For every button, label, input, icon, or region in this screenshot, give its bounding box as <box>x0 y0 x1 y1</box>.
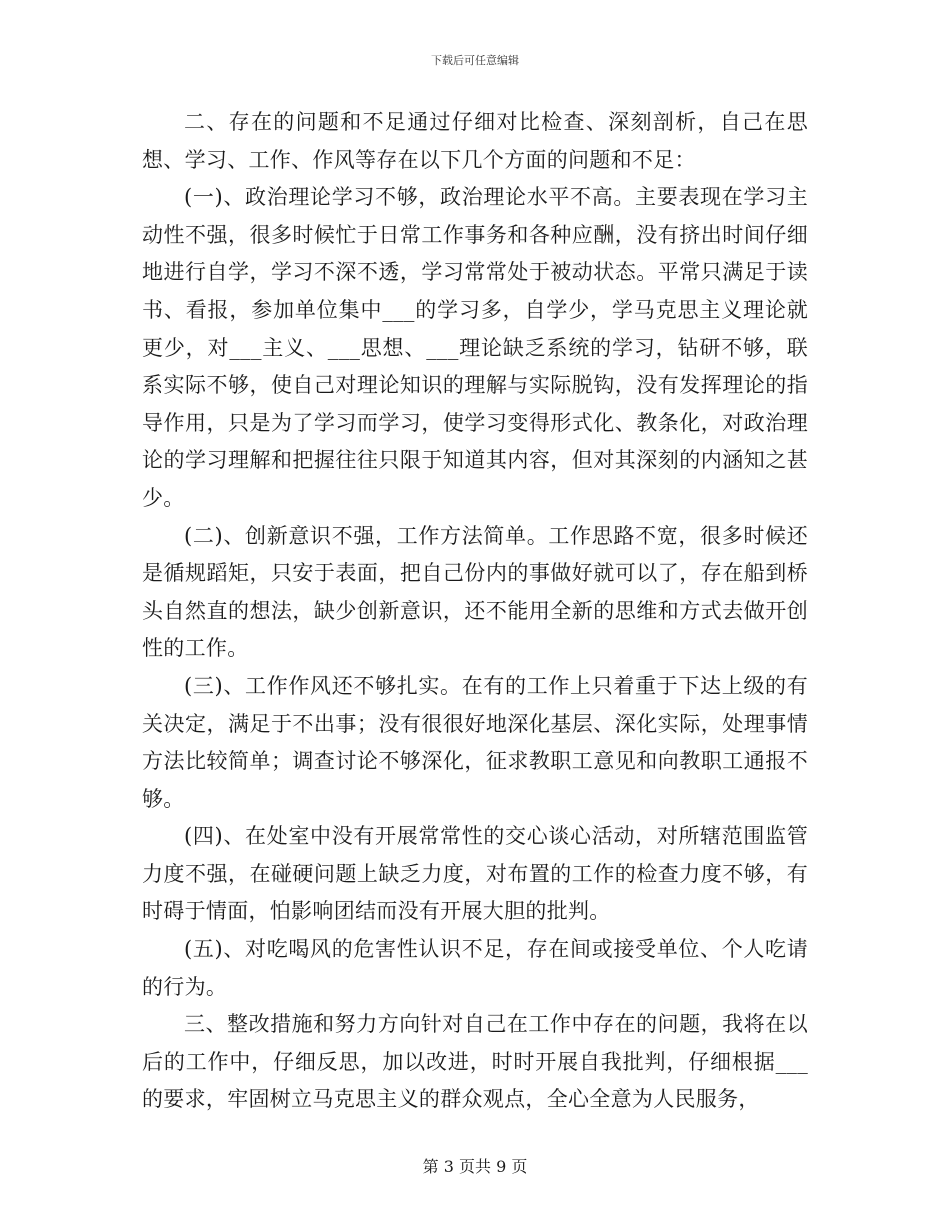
page-header: 下载后可任意编辑 <box>431 54 519 67</box>
paragraph-problem-2: (二)、创新意识不强，工作方法简单。工作思路不宽，很多时候还是循规蹈矩，只安于表面，把自己份内的事做好就可以了，存在船到桥头自然直的想法，缺少创新意识，还不能用全新的思维和方式去做开创性的工作。 <box>142 523 808 661</box>
document-body <box>142 104 808 1119</box>
paragraph-problem-4: (四)、在处室中没有开展常常性的交心谈心活动，对所辖范围监管力度不强，在碰硬问题上缺乏力度，对布置的工作的检查力度不够，有时碍于情面，怕影响团结而没有开展大胆的批判。 <box>142 824 808 924</box>
paragraph-measures-intro: 三、整改措施和努力方向针对自己在工作中存在的问题，我将在以后的工作中，仔细反思，加以改进，时时开展自我批判，仔细根据___的要求，牢固树立马克思主义的群众观点，全心全意为人民服务， <box>142 1012 808 1112</box>
page-number: 第 3 页共 9 页 <box>422 1157 528 1176</box>
paragraph-problems-intro: 二、存在的问题和不足通过仔细对比检查、深刻剖析，自己在思想、学习、工作、作风等存在以下几个方面的问题和不足： <box>142 110 808 172</box>
paragraph-problem-1: (一)、政治理论学习不够，政治理论水平不高。主要表现在学习主动性不强，很多时候忙于日常工作事务和各种应酬，没有挤出时间仔细地进行自学，学习不深不透，学习常常处于被动状态。平常只满足于读书、看报，参加单位集中___的学习多，自学少，学马克思主义理论就更少，对___主义、___思想、___理论缺乏系统的学习，钻研不够，联系实际不够，使自己对理论知识的理解与实际脱钩，没有发挥理论的指导作用，只是为了学习而学习，使学习变得形式化、教条化，对政治理论的学习理解和把握往往只限于知道其内容，但对其深刻的内涵知之甚少。 <box>142 185 808 510</box>
paragraph-problem-3: (三)、工作作风还不够扎实。在有的工作上只着重于下达上级的有关决定，满足于不出事；没有很很好地深化基层、深化实际，处理事情方法比较简单；调查讨论不够深化，征求教职工意见和向教职工通报不够。 <box>142 673 808 811</box>
paragraph-problem-5: (五)、对吃喝风的危害性认识不足，存在间或接受单位、个人吃请的行为。 <box>142 937 808 999</box>
